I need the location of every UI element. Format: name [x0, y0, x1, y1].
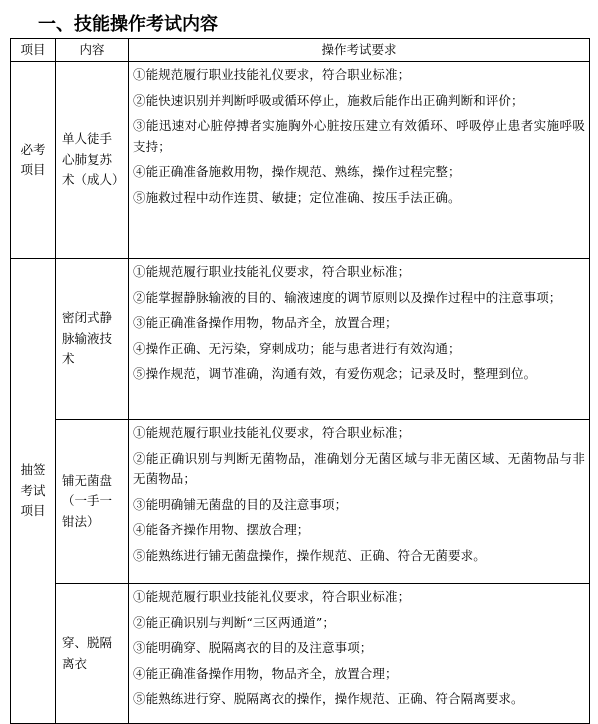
requirement-item: ②能正确识别与判断“三区两通道”； [133, 614, 335, 630]
requirement-item: ③能明确铺无菌盘的目的及注意事项； [133, 496, 348, 512]
header-requirements: 操作考试要求 [129, 39, 590, 62]
requirement-item: ①能规范履行职业技能礼仪要求，符合职业标准； [133, 264, 411, 279]
requirement-item: ⑤操作规范，调节准确，沟通有效，有爱伤观念；记录及时，整理到位。 [133, 366, 537, 381]
item-isolation-gown: 穿、脱隔离衣 [56, 584, 129, 724]
requirement-item: ①能规范履行职业技能礼仪要求，符合职业标准； [133, 425, 411, 440]
table-row [11, 62, 590, 259]
category-lottery: 抽签考试项目 [11, 259, 56, 724]
table-row [11, 259, 590, 420]
requirement-item: ④能正确准备施救用物，操作规范、熟练，操作过程完整； [133, 164, 461, 179]
header-content: 内容 [56, 39, 129, 62]
requirement-item: ⑤能熟练进行铺无菌盘操作，操作规范、正确、符合无菌要求。 [133, 547, 486, 563]
category-required: 必考项目 [11, 62, 56, 259]
table-row [11, 420, 590, 584]
requirement-item: ③能迅速对心脏停搏者实施胸外心脏按压建立有效循环、呼吸停止患者实施呼吸支持； [133, 118, 585, 154]
requirement-item: ①能规范履行职业技能礼仪要求，符合职业标准； [133, 589, 411, 604]
requirement-item: ②能快速识别并判断呼吸或循环停止，施救后能作出正确判断和评价； [133, 92, 524, 108]
requirement-item: ①能规范履行职业技能礼仪要求，符合职业标准； [133, 67, 411, 82]
table-row [11, 584, 590, 724]
requirement-item: ④能备齐操作用物、摆放合理； [133, 522, 310, 537]
requirements-cpr [129, 62, 590, 259]
item-cpr: 单人徒手心肺复苏术（成人） [56, 62, 129, 259]
requirement-item: ②能正确识别与判断无菌物品，准确划分无菌区域与非无菌区域、无菌物品与非无菌物品； [133, 450, 585, 486]
requirement-item: ④操作正确、无污染，穿刺成功；能与患者进行有效沟通； [133, 340, 461, 356]
table-header-row [11, 39, 590, 62]
requirement-item: ③能正确准备操作用物，物品齐全，放置合理； [133, 315, 398, 330]
requirements-isolation-gown [129, 584, 590, 724]
requirements-sterile-tray [129, 420, 590, 584]
item-iv-infusion: 密闭式静脉输液技术 [56, 259, 129, 420]
exam-content-table [10, 38, 590, 724]
header-project: 项目 [11, 39, 56, 62]
requirement-item: ⑤施救过程中动作连贯、敏捷；定位准确、按压手法正确。 [133, 189, 461, 205]
requirements-iv-infusion [129, 259, 590, 420]
requirement-item: ④能正确准备操作用物，物品齐全，放置合理； [133, 665, 398, 681]
section-title: 一、技能操作考试内容 [38, 14, 218, 35]
requirement-item: ②能掌握静脉输液的目的、输液速度的调节原则以及操作过程中的注意事项； [133, 289, 562, 305]
requirement-item: ③能明确穿、脱隔离衣的目的及注意事项； [133, 640, 373, 655]
item-sterile-tray: 铺无菌盘（一手一钳法） [56, 420, 129, 584]
requirement-item: ⑤能熟练进行穿、脱隔离衣的操作，操作规范、正确、符合隔离要求。 [133, 691, 524, 706]
